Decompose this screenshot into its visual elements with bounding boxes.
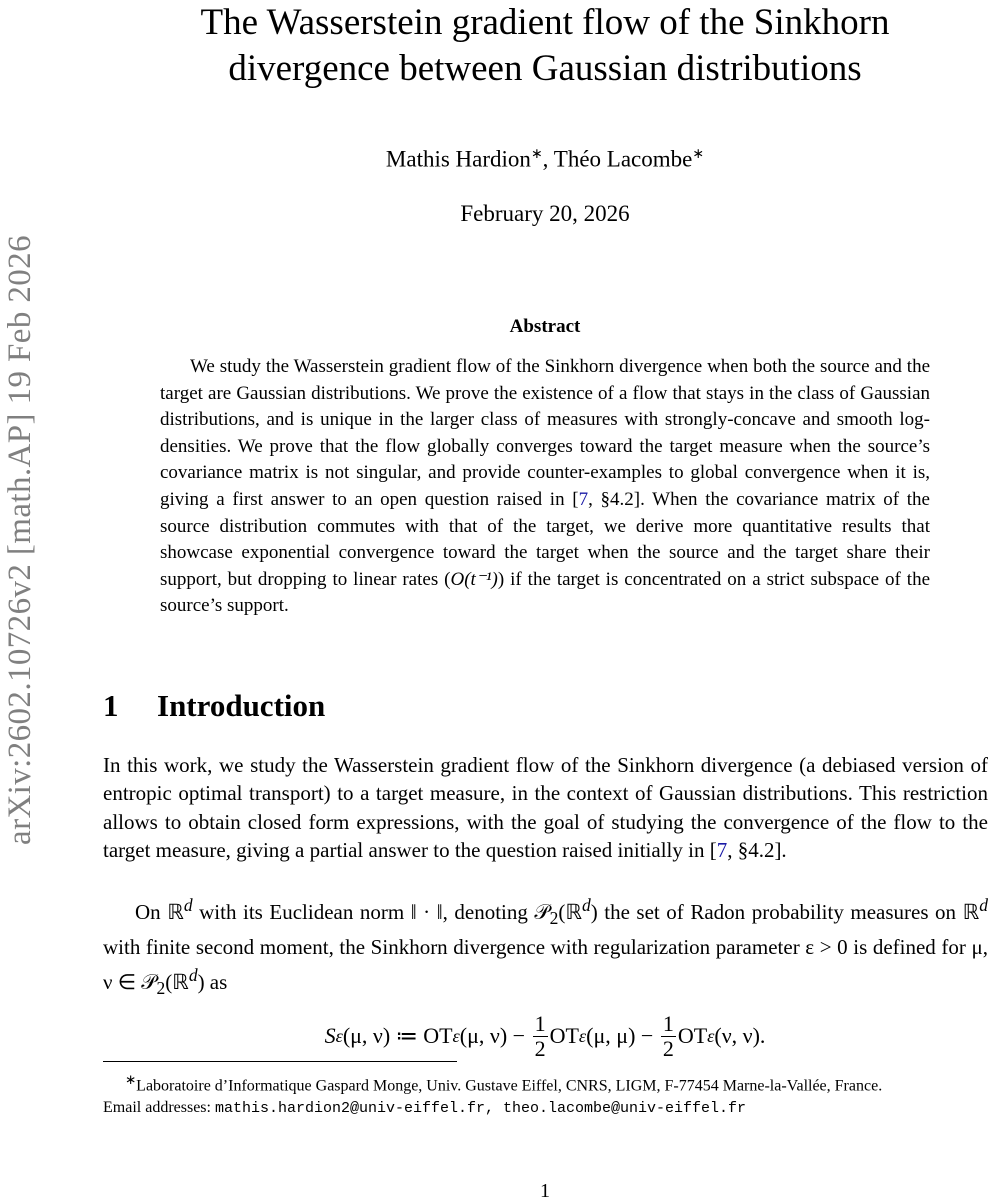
math-subscript: 2 (156, 978, 166, 999)
math-text: (μ, ν) − (459, 1023, 526, 1048)
paragraph-text: with finite second moment, the Sinkhorn divergence with regularization parameter ε > 0 is defined for μ, ν ∈ 𝒫 (103, 934, 988, 994)
paragraph-text: (ℝ (165, 970, 189, 994)
footnote-mark[interactable]: ∗ (530, 147, 543, 162)
paragraph-text: (ℝ (558, 900, 582, 924)
math-superscript: d (183, 895, 193, 915)
publication-date: February 20, 2026 (460, 201, 630, 226)
fraction-numerator: 1 (662, 1010, 674, 1036)
footnote-divider (103, 1061, 457, 1062)
math-text: (μ, ν) ≔ OT (342, 1023, 453, 1048)
intro-paragraph-2 (103, 891, 988, 1003)
sinkhorn-divergence-equation (100, 1006, 989, 1066)
paragraph-text: In this work, we study the Wasserstein gradient flow of the Sinkhorn divergence (a debiased version of entropic optimal transport) to a target measure, in the context of Gaussian distributions. This restriction allows to obtain closed form expressions, with the goal of studying the convergence of the flow to the target measure, giving a partial answer to the question raised initially in [ (103, 753, 988, 863)
paragraph-text: ) the set of Radon probability measures on ℝ (590, 900, 980, 924)
footnote-mark[interactable]: ∗ (692, 147, 705, 162)
math-subscript: ε (335, 1025, 343, 1046)
math-subscript: ε (707, 1025, 715, 1046)
math-superscript: d (188, 965, 198, 985)
author-name: Mathis Hardion (385, 146, 531, 172)
footnote-affiliation (103, 1069, 988, 1097)
section-title: Introduction (157, 688, 326, 723)
math-subscript: ε (578, 1025, 587, 1046)
intro-paragraph-1 (103, 751, 988, 865)
math-superscript: d (979, 895, 988, 915)
abstract-heading: Abstract (509, 316, 581, 337)
abstract-body (160, 354, 930, 620)
fraction-half (661, 1012, 676, 1061)
affiliation-text: Laboratoire d’Informatique Gaspard Monge, Univ. Gustave Eiffel, CNRS, LIGM, F-77454 Marne-la-Vallée, France. (136, 1077, 883, 1095)
paragraph-text: with its Euclidean norm ‖ · ‖, denoting 𝒫 (192, 900, 550, 924)
arxiv-identifier-stamp: arXiv:2602.10726v2 [math.AP] 19 Feb 2026 (2, 235, 38, 845)
math-text: (ν, ν). (714, 1023, 766, 1048)
paragraph-text: On ℝ (135, 900, 184, 924)
math-subscript: ε (452, 1025, 460, 1046)
email-label: Email addresses: (103, 1099, 215, 1117)
fraction-denominator: 2 (662, 1035, 674, 1061)
footnote (103, 1069, 988, 1120)
math-superscript: d (581, 895, 591, 915)
title-line-1: The Wasserstein gradient flow of the Sinkhorn (200, 2, 890, 43)
abstract-text: , §4.2]. When the covariance matrix of the source distribution commutes with that of the target, we derive more quantitative results that showcase exponential convergence toward the target when the source and the target share their support, but dropping to linear rates ( (160, 488, 930, 590)
footnote-mark: ∗ (125, 1072, 137, 1087)
email-addresses[interactable]: mathis.hardion2@univ-eiffel.fr, theo.lacombe@univ-eiffel.fr (214, 1100, 747, 1118)
citation-link[interactable]: 7 (716, 838, 728, 863)
math-text: OT (549, 1023, 579, 1048)
author-name: Théo Lacombe (553, 146, 693, 172)
citation-link[interactable]: 7 (578, 488, 589, 510)
footnote-emails (103, 1097, 988, 1120)
section-heading (103, 686, 963, 726)
abstract-text: ) if the target is concentrated on a strict subspace of the source’s support. (160, 568, 931, 617)
section-number: 1 (103, 688, 119, 723)
paragraph-text: ) as (197, 970, 228, 994)
math-text: OT (677, 1023, 708, 1048)
math-subscript: 2 (549, 908, 559, 929)
page-number: 1 (540, 1180, 550, 1202)
math-symbol: S (324, 1023, 336, 1048)
rate-expression: O(t⁻¹) (450, 568, 498, 590)
author-list: Mathis Hardion∗, Théo Lacombe∗ (385, 146, 705, 172)
paper-title (100, 0, 989, 92)
fraction-half (533, 1012, 548, 1061)
math-text: (μ, μ) − (586, 1023, 654, 1048)
abstract-text: We study the Wasserstein gradient flow of the Sinkhorn divergence when both the source and the target are Gaussian distributions. We prove the existence of a flow that stays in the class of Gaussian distributions, and is unique in the larger class of measures with strongly-concave and smooth log-densities. We prove that the flow globally converges toward the target measure when the source’s covariance matrix is not singular, and provide counter-examples to global convergence when it is, giving a first answer to an open question raised in [ (160, 356, 930, 510)
fraction-numerator: 1 (534, 1010, 546, 1036)
paragraph-text: , §4.2]. (727, 838, 787, 863)
fraction-denominator: 2 (534, 1035, 546, 1061)
title-line-2: divergence between Gaussian distributions (228, 48, 862, 89)
